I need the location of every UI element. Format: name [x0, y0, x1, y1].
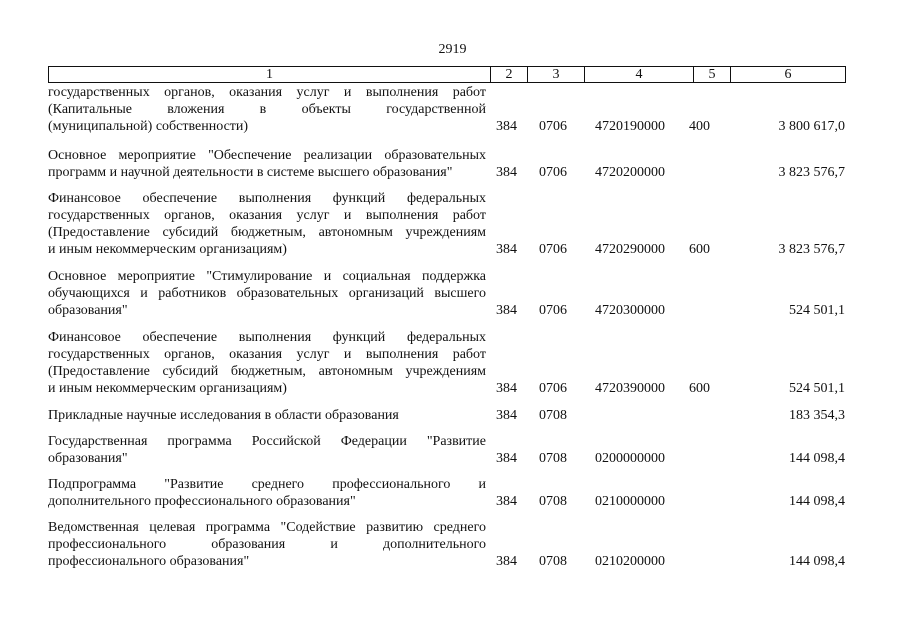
- cell-col-6: 524 501,1: [789, 303, 845, 318]
- cell-col-4: 0210000000: [595, 494, 665, 509]
- description-line: образования": [48, 451, 128, 466]
- cell-col-5: 600: [689, 242, 710, 257]
- cell-col-4: 4720290000: [595, 242, 665, 257]
- description-line: Основное мероприятие "Стимулирование и социальная поддержка: [48, 269, 486, 284]
- row-description: [48, 329, 486, 397]
- description-line: Финансовое обеспечение выполнения функций федеральных: [48, 330, 486, 345]
- description-line: государственных органов, оказания услуг и выполнения работ: [48, 85, 486, 100]
- description-line: Подпрограмма "Развитие среднего профессионального и: [48, 477, 486, 492]
- description-line: профессионального образования": [48, 554, 250, 569]
- cell-col-4: 0200000000: [595, 451, 665, 466]
- cell-col-3: 0708: [539, 408, 567, 423]
- cell-col-6: 3 800 617,0: [778, 119, 845, 134]
- cell-col-4: 4720200000: [595, 165, 665, 180]
- description-line: Государственная программа Российской Федерации "Развитие: [48, 434, 486, 449]
- header-col-2: 2: [491, 67, 528, 82]
- cell-col-3: 0708: [539, 554, 567, 569]
- header-col-1: 1: [49, 67, 491, 82]
- table-row: [48, 519, 846, 573]
- description-line: программ и научной деятельности в системе высшего образования": [48, 165, 453, 180]
- description-line: обучающихся и работников образовательных организаций высшего: [48, 286, 486, 301]
- description-line: (муниципальной) собственности): [48, 119, 249, 134]
- cell-col-3: 0706: [539, 165, 567, 180]
- row-description: [48, 147, 486, 181]
- cell-col-4: 4720390000: [595, 381, 665, 396]
- cell-col-2: 384: [496, 451, 517, 466]
- page-number: 2919: [438, 42, 467, 57]
- description-line: образования": [48, 303, 128, 318]
- cell-col-6: 3 823 576,7: [778, 165, 845, 180]
- row-description: [48, 84, 486, 135]
- cell-col-3: 0706: [539, 303, 567, 318]
- cell-col-6: 144 098,4: [789, 554, 845, 569]
- cell-col-2: 384: [496, 303, 517, 318]
- header-col-6: 6: [784, 67, 792, 82]
- row-description: [48, 407, 486, 424]
- row-description: [48, 476, 486, 510]
- description-line: и иным некоммерческим организациям): [48, 381, 287, 396]
- header-col-3: 3: [528, 67, 585, 82]
- table-row: [48, 84, 846, 138]
- description-line: (Предоставление субсидий бюджетным, автономным учреждениям: [48, 364, 486, 379]
- cell-col-6: 144 098,4: [789, 451, 845, 466]
- cell-col-6: 3 823 576,7: [778, 242, 845, 257]
- row-description: [48, 190, 486, 258]
- cell-col-2: 384: [496, 494, 517, 509]
- description-line: и иным некоммерческим организациям): [48, 242, 287, 257]
- cell-col-4: 0210200000: [595, 554, 665, 569]
- cell-col-3: 0706: [539, 242, 567, 257]
- description-line: государственных органов, оказания услуг и выполнения работ: [48, 208, 486, 223]
- table-row: [48, 433, 846, 469]
- description-line: Прикладные научные исследования в области образования: [48, 408, 399, 423]
- cell-col-3: 0706: [539, 119, 567, 134]
- row-description: [48, 268, 486, 319]
- cell-col-3: 0706: [539, 381, 567, 396]
- cell-col-3: 0708: [539, 494, 567, 509]
- description-line: Финансовое обеспечение выполнения функций федеральных: [48, 191, 486, 206]
- cell-col-2: 384: [496, 165, 517, 180]
- cell-col-6: 183 354,3: [789, 408, 845, 423]
- description-line: (Предоставление субсидий бюджетным, автономным учреждениям: [48, 225, 486, 240]
- table-row: [48, 329, 846, 399]
- table-header: [48, 66, 846, 83]
- cell-col-5: 400: [689, 119, 710, 134]
- description-line: Ведомственная целевая программа "Содействие развитию среднего: [48, 520, 486, 535]
- cell-col-6: 524 501,1: [789, 381, 845, 396]
- cell-col-2: 384: [496, 381, 517, 396]
- cell-col-2: 384: [496, 554, 517, 569]
- description-line: Основное мероприятие "Обеспечение реализации образовательных: [48, 148, 486, 163]
- table-row: [48, 268, 846, 322]
- cell-col-2: 384: [496, 242, 517, 257]
- table-row: [48, 407, 846, 425]
- cell-col-3: 0708: [539, 451, 567, 466]
- cell-col-4: 4720190000: [595, 119, 665, 134]
- cell-col-2: 384: [496, 408, 517, 423]
- description-line: дополнительного профессионального образования": [48, 494, 356, 509]
- row-description: [48, 519, 486, 570]
- description-line: профессионального образования и дополнительного: [48, 537, 486, 552]
- table-row: [48, 147, 846, 183]
- description-line: государственных органов, оказания услуг и выполнения работ: [48, 347, 486, 362]
- table-row: [48, 190, 846, 260]
- cell-col-6: 144 098,4: [789, 494, 845, 509]
- row-description: [48, 433, 486, 467]
- cell-col-5: 600: [689, 381, 710, 396]
- cell-col-4: 4720300000: [595, 303, 665, 318]
- table-row: [48, 476, 846, 512]
- cell-col-2: 384: [496, 119, 517, 134]
- header-col-5: 5: [694, 67, 731, 82]
- header-col-4: 4: [585, 67, 694, 82]
- description-line: (Капитальные вложения в объекты государственной: [48, 102, 486, 117]
